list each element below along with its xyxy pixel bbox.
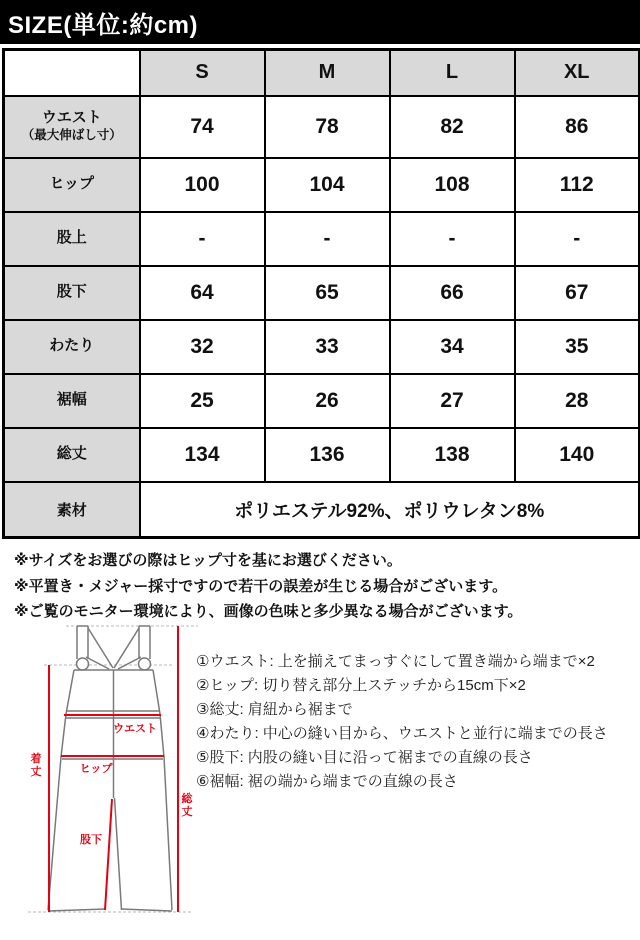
cell-hem-s: 25: [140, 374, 265, 428]
cell-waist-s: 74: [140, 96, 265, 158]
cell-thigh-l: 34: [390, 320, 515, 374]
size-column-header-l: L: [390, 50, 515, 96]
cell-total-l: 138: [390, 428, 515, 482]
row-label-waist-main: ウエスト: [41, 109, 102, 127]
left-side-edge: [48, 670, 74, 910]
left-strap: [77, 626, 88, 659]
cell-waist-m: 78: [265, 96, 390, 158]
size-table: [2, 48, 640, 539]
cell-hip-l: 108: [390, 158, 515, 212]
row-label-inseam: 股下: [4, 266, 140, 320]
measure-guide-item: ④わたり: 中心の縫い目から、ウエストと並行に端までの長さ: [196, 725, 608, 742]
size-column-header-xl: XL: [515, 50, 640, 96]
cell-hip-s: 100: [140, 158, 265, 212]
hip-label: ヒップ: [79, 763, 113, 775]
cell-thigh-m: 33: [265, 320, 390, 374]
measure-guide-list: [196, 650, 640, 794]
size-table-header-row: [4, 50, 640, 96]
measure-guide-item: ①ウエスト: 上を揃えてまっすぐにして置き端から端まで×2: [196, 653, 595, 670]
size-table-corner-cell: [4, 50, 140, 96]
right-strap-inner-diagonal: [118, 657, 141, 669]
size-chart-title: SIZE(単位:約cm): [8, 11, 199, 39]
cell-inseam-l: 66: [390, 266, 515, 320]
measure-guide-item: ③総丈: 肩紐から裾まで: [196, 701, 353, 718]
total-length-label-char2: 丈: [181, 806, 193, 818]
left-strap-inner-diagonal: [86, 657, 109, 669]
row-label-waist-sub: （最大伸ばし寸）: [21, 128, 122, 143]
cell-rise-xl: -: [515, 212, 640, 266]
cell-waist-l: 82: [390, 96, 515, 158]
inseam-label: 股下: [80, 834, 102, 846]
measure-guide-item: ⑥裾幅: 裾の端から端までの直線の長さ: [196, 773, 458, 790]
cell-hem-xl: 28: [515, 374, 640, 428]
table-row-hip: [4, 158, 640, 212]
row-label-rise: 股上: [4, 212, 140, 266]
measure-guide-item: ⑤股下: 内股の縫い目に沿って裾までの直線の長さ: [196, 749, 533, 766]
measure-guide-item: ②ヒップ: 切り替え部分上ステッチから15cm下×2: [196, 677, 526, 694]
table-row-total-length: [4, 428, 640, 482]
row-label-thigh: わたり: [4, 320, 140, 374]
garment-length-label-char2: 丈: [30, 766, 42, 778]
table-row-waist: [4, 96, 640, 158]
row-label-hem-width: 裾幅: [4, 374, 140, 428]
right-strap-button: [139, 658, 151, 670]
right-strap: [139, 626, 150, 659]
inseam-measure-line: [105, 799, 112, 910]
size-column-header-s: S: [140, 50, 265, 96]
right-strap-diagonal: [114, 628, 139, 668]
table-row-rise: [4, 212, 640, 266]
note-line: ※ご覧のモニター環境により、画像の色味と多少異なる場合がございます。: [14, 603, 523, 620]
cell-rise-s: -: [140, 212, 265, 266]
size-column-header-m: M: [265, 50, 390, 96]
cell-total-m: 136: [265, 428, 390, 482]
cell-rise-m: -: [265, 212, 390, 266]
cell-inseam-m: 65: [265, 266, 390, 320]
cell-thigh-xl: 35: [515, 320, 640, 374]
cell-thigh-s: 32: [140, 320, 265, 374]
left-strap-button: [77, 658, 89, 670]
note-line: ※平置き・メジャー採寸ですので若干の誤差が生じる場合がございます。: [14, 577, 508, 595]
table-row-thigh: [4, 320, 640, 374]
row-label-waist: [4, 96, 140, 158]
total-length-label-char1: 総: [181, 793, 193, 805]
right-inner-leg-seam: [115, 798, 122, 910]
note-line: ※サイズをお選びの際はヒップ寸を基にお選びください。: [14, 552, 402, 569]
row-label-total-length: 総丈: [4, 428, 140, 482]
table-row-hem-width: [4, 374, 640, 428]
cell-total-s: 134: [140, 428, 265, 482]
garment-length-label-char1: 着: [30, 753, 42, 765]
cell-inseam-s: 64: [140, 266, 265, 320]
left-strap-diagonal: [88, 628, 113, 668]
cell-inseam-xl: 67: [515, 266, 640, 320]
cell-hem-m: 26: [265, 374, 390, 428]
row-label-material: 素材: [4, 482, 140, 538]
table-row-inseam: [4, 266, 640, 320]
notes-block: [14, 548, 634, 625]
waist-label: ウエスト: [113, 723, 157, 735]
cell-rise-l: -: [390, 212, 515, 266]
cell-total-xl: 140: [515, 428, 640, 482]
size-chart-titlebar: [0, 0, 640, 44]
cell-material-value: ポリエステル92%、ポリウレタン8%: [140, 482, 640, 538]
table-row-material: [4, 482, 640, 538]
cell-hip-xl: 112: [515, 158, 640, 212]
right-side-edge: [153, 670, 172, 910]
cell-hip-m: 104: [265, 158, 390, 212]
cell-hem-l: 27: [390, 374, 515, 428]
garment-measurement-diagram: [0, 622, 200, 940]
right-leg-hem: [121, 909, 172, 911]
left-leg-hem: [48, 909, 106, 911]
cell-waist-xl: 86: [515, 96, 640, 158]
row-label-hip: ヒップ: [4, 158, 140, 212]
